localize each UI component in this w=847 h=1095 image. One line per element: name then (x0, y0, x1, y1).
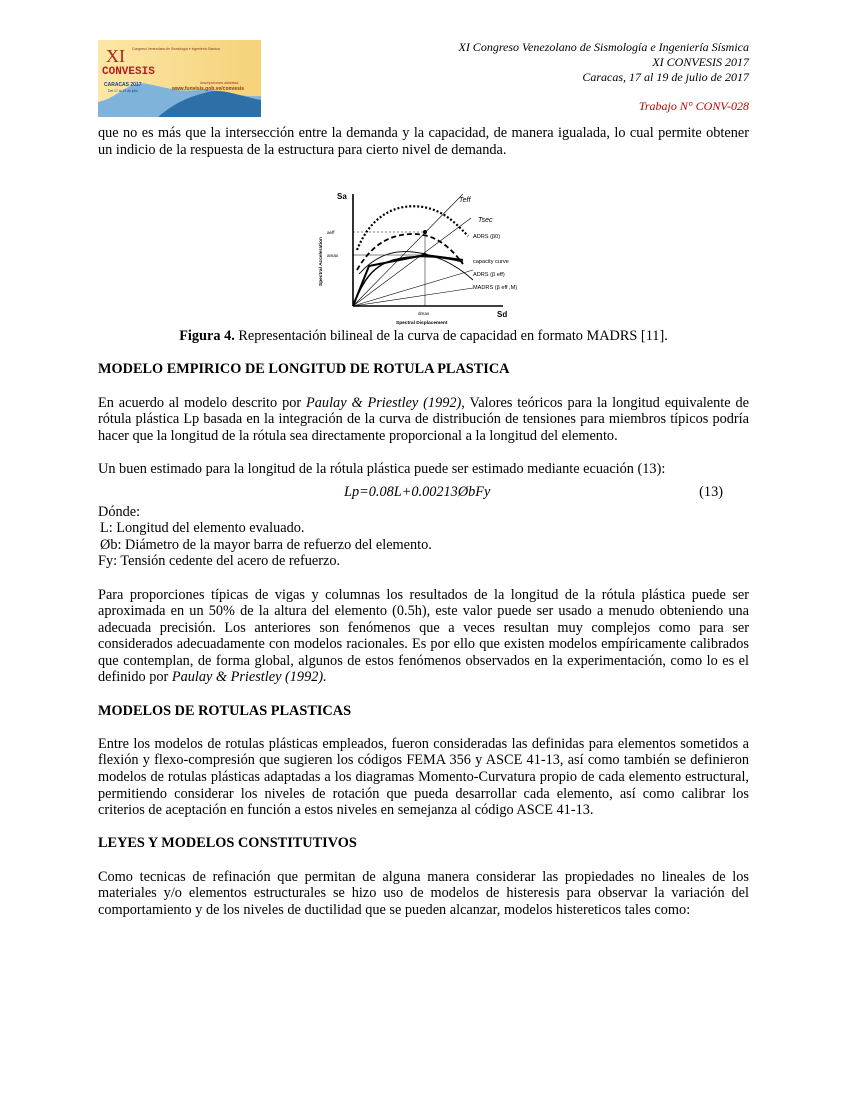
p1-reference: Paulay & Priestley (1992) (306, 394, 462, 411)
logo-numeral: XI (106, 46, 125, 66)
x-axis-title: Spectral Displacement (396, 321, 448, 327)
figure-4 (98, 190, 749, 326)
definition-phi: Øb: Diámetro de la mayor barra de refuerzo del elemento. (100, 536, 432, 553)
section-title-modelos: MODELOS DE ROTULAS PLASTICAS (98, 702, 352, 719)
paragraph-modelos: Entre los modelos de rotulas plásticas empleados, fueron consideradas las definidas para elementos sometidos a flexión y flexo-compresión que sugieren los códigos FEMA 356 y ASCE 41-13, así como también se definieron modelos de rotulas plásticas adaptadas a los diagramas Momento-Curvatura propio de cada elemento estructural, permitiendo considerar los niveles de rotación que pueda desarrollar cada elemento, así como calibrar los criterios de aceptación en función a estos niveles en semejanza al código ASCE 41-13. (98, 735, 749, 819)
logo-name: CONVESIS (102, 66, 155, 78)
section-title-leyes: LEYES Y MODELOS CONSTITUTIVOS (98, 835, 357, 852)
logo-url: www.funvisis.gob.ve/convesis (172, 86, 245, 92)
equation-13 (98, 484, 749, 504)
page-header (458, 40, 749, 114)
t-eff-label: Teff (459, 197, 471, 205)
performance-point-eff (423, 230, 427, 234)
p3-reference: Paulay & Priestley (1992). (171, 669, 327, 686)
section-title-rotula: MODELO EMPIRICO DE LONGITUD DE ROTULA PLASTICA (98, 361, 510, 378)
intro-paragraph: que no es más que la intersección entre la demanda y la capacidad, de manera igualada, lo cual permite obtener un indicio de la respuesta de la estructura para cierto nivel de demanda. (98, 125, 749, 158)
adrs-b0-label: ADRS (β0) (473, 234, 501, 241)
ray-lowest (353, 288, 473, 306)
performance-point (423, 253, 427, 257)
logo-city: CARACAS 2017 (104, 82, 142, 88)
a-eff-label: aeff (327, 230, 335, 236)
p3-text: Para proporciones típicas de vigas y columnas los resultados de la longitud de la rótula plástica puede ser aproximada en un 50% de la altura del elemento (0.5h), este valor puede ser usado a menudo obteniendo una adecuada precisión. Los anteriores son fenómenos que a veces resultan muy complejos como para ser considerados adecuadamente con modelos racionales. Es por ello que existen modelos empíricamente calibrados que contemplan, de forma global, algunos de estos fenómenos observados en la experimentación, como lo es el definido por (98, 586, 749, 686)
p1-text-a: En acuerdo al modelo descrito por (98, 394, 307, 411)
sd-label: Sd (497, 310, 508, 320)
t-sec-label: Tsec (478, 217, 493, 225)
caption-label: Figura 4. (179, 328, 235, 345)
page-body (98, 125, 749, 918)
sa-label: Sa (337, 192, 347, 202)
definition-fy: Fy: Tensión cedente del acero de refuerzo. (98, 553, 341, 570)
donde-label: Dónde: (98, 503, 141, 520)
header-trabajo: Trabajo N° CONV-028 (638, 99, 749, 113)
paragraph-leyes: Como tecnicas de refinación que permitan de alguna manera considerar las propiedades no lineales de los materiales y/o elementos estructurales se hizo uso de modelos de histeresis para observar la variación del comportamiento y de los niveles de ductilidad que se pueden alcanzar, modelos histereticos tales como: (98, 868, 749, 918)
logo-small-text: Congreso Venezolano de Sismología e Ingeniería Sísmica (132, 47, 220, 51)
definition-l: L: Longitud del elemento evaluado. (100, 520, 305, 537)
logo-inscripciones: inscripciones abiertas (200, 80, 239, 85)
equation-text: Lp=0.08L+0.00213ØbFy (344, 483, 491, 500)
y-axis-title: Spectral Acceleration (319, 237, 324, 287)
adrs-b0-curve (357, 206, 468, 250)
equation-number: (13) (699, 483, 723, 500)
header-place-date: Caracas, 17 al 19 de julio de 2017 (582, 70, 749, 84)
t-sec-line (353, 218, 471, 306)
adrs-beff-label: ADRS (β eff) (473, 272, 505, 279)
convesis-logo (98, 40, 261, 117)
a-max-label: amax (327, 253, 339, 259)
paragraph-estimado: Un buen estimado para la longitud de la rótula plástica puede ser estimado mediante ecuación (13): (98, 460, 666, 477)
p1-text-b: , Valores teóricos para la longitud equivalente de rótula plástica Lp basada en la integración de la curva de distribución de tensiones para miembros típicos podría hacer que la longitud de la rótula sea directamente proporcional a la longitud del elemento. (98, 394, 749, 444)
header-congress: XI Congreso Venezolano de Sismología e Ingeniería Sísmica (458, 40, 749, 54)
caption-text: Representación bilineal de la curva de capacidad en formato MADRS [11]. (234, 328, 668, 345)
paragraph-paulay (98, 395, 749, 445)
figure-caption (98, 328, 749, 345)
paragraph-proporciones (98, 587, 749, 687)
madrs-label: MADRS (β eff ,M) (473, 285, 518, 292)
logo-dates: Del 17 al 19 de julio (108, 89, 138, 93)
capacity-bilinear (353, 255, 463, 306)
header-convesis: XI CONVESIS 2017 (652, 55, 749, 69)
d-max-label: dmax (418, 311, 430, 317)
capacity-label: capacity curve (473, 259, 509, 266)
madrs-diagram (313, 190, 535, 326)
